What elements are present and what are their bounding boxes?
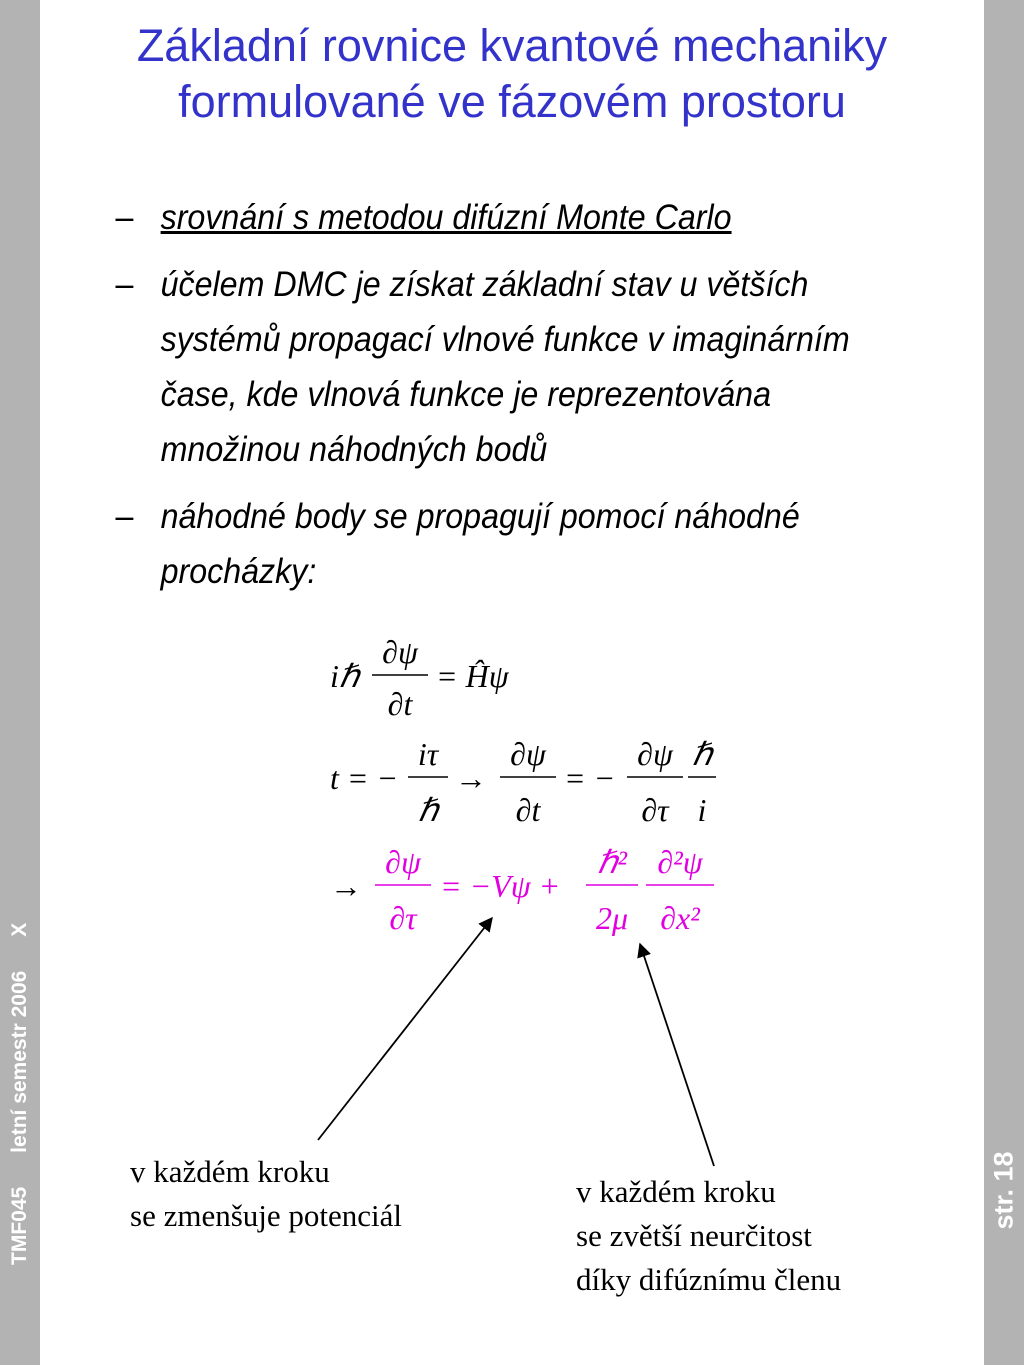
bullet-dash: – bbox=[115, 265, 134, 304]
eq2-f4-den: i bbox=[697, 792, 707, 828]
eq2-arrow: → bbox=[455, 760, 487, 796]
note-left-line-1: v každém kroku bbox=[130, 1154, 330, 1189]
note-right-line-3: díky difúznímu členu bbox=[576, 1262, 842, 1297]
eq2-f1-num: iτ bbox=[417, 736, 439, 772]
semester-label: letní semestr 2006 bbox=[8, 970, 31, 1153]
bullet-text: účelem DMC je získat základní stav u větších systémů propagací vlnové funkce v imaginárním čase, kde vlnová funkce je reprezentována množinou náhodných bodů bbox=[160, 265, 850, 469]
eq2-f3-num: ∂ψ bbox=[637, 736, 673, 772]
note-uncertainty bbox=[576, 1170, 841, 1302]
bullet-text: srovnání s metodou difúzní Monte Carlo bbox=[160, 198, 732, 237]
eq1-denominator: ∂t bbox=[387, 686, 413, 722]
eq3-f3-num: ∂²ψ bbox=[657, 844, 703, 880]
arrow-to-diffusion-term bbox=[640, 944, 714, 1166]
bullet-dash: – bbox=[115, 497, 134, 536]
eq3-middle: = −Vψ + bbox=[440, 868, 561, 904]
eq3-f2-num: ℏ² bbox=[597, 844, 627, 880]
eq2-lhs: t = − bbox=[330, 760, 399, 796]
eq3-arrow: → bbox=[330, 868, 362, 904]
note-right-line-2: se zvětší neurčitost bbox=[576, 1218, 812, 1253]
eq1-numerator: ∂ψ bbox=[382, 634, 418, 670]
title-line-2: formulované ve fázovém prostoru bbox=[178, 76, 846, 127]
bullet-dash: – bbox=[115, 198, 134, 237]
page-number: str. 18 bbox=[988, 1151, 1019, 1230]
note-left-line-2: se zmenšuje potenciál bbox=[130, 1198, 403, 1233]
eq1-prefix: iℏ bbox=[330, 658, 360, 694]
eq2-f3-den: ∂τ bbox=[641, 792, 669, 828]
eq3-f2-den: 2μ bbox=[595, 900, 629, 936]
note-potential bbox=[130, 1150, 402, 1238]
eq2-f1-den: ℏ bbox=[417, 792, 439, 828]
eq3-f1-den: ∂τ bbox=[389, 900, 417, 936]
eq2-f2-den: ∂t bbox=[515, 792, 541, 828]
eq3-f1-num: ∂ψ bbox=[385, 844, 421, 880]
eq2-f2-num: ∂ψ bbox=[510, 736, 546, 772]
eq2-equals: = − bbox=[564, 760, 616, 796]
slide-mark: X bbox=[8, 922, 31, 937]
note-right-line-1: v každém kroku bbox=[576, 1174, 776, 1209]
bullet-text: náhodné body se propagují pomocí náhodné procházky: bbox=[160, 497, 800, 591]
eq3-f3-den: ∂x² bbox=[660, 900, 700, 936]
eq2-f4-num: ℏ bbox=[691, 736, 713, 772]
eq1-rhs: = Ĥψ bbox=[436, 658, 509, 694]
title-line-1: Základní rovnice kvantové mechaniky bbox=[136, 20, 888, 71]
arrow-to-potential-term bbox=[318, 918, 492, 1140]
course-code: TMF045 bbox=[8, 1186, 31, 1265]
